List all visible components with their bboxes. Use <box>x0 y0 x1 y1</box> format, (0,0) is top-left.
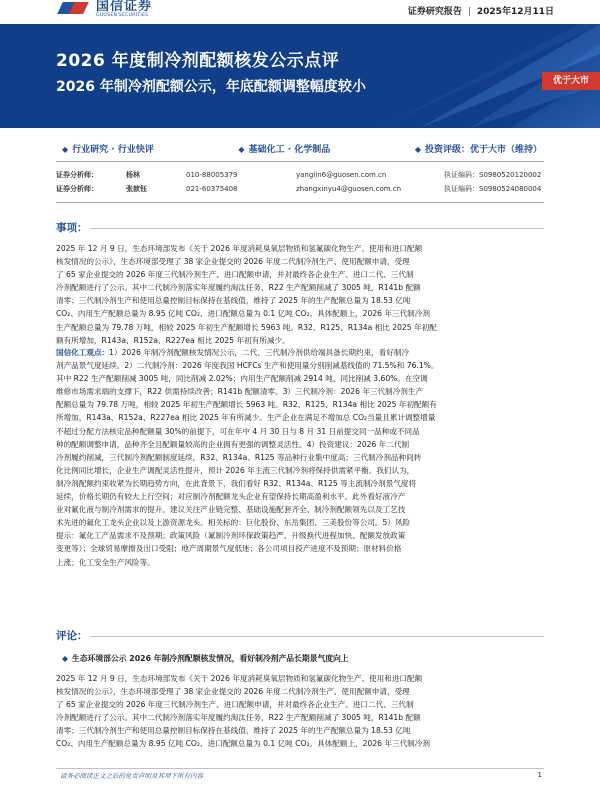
comment-heading: 评论： <box>56 630 88 642</box>
diamond-icon: ◆ <box>62 145 69 154</box>
analyst-name: 杨林 <box>126 171 140 179</box>
analyst-row <box>56 168 544 182</box>
text-line: 冷剂配额进行了公示。其中二代制冷剂落实年度履约淘汰任务，R22 生产配额削减了 3005 吨，R141b 配额 <box>56 713 421 723</box>
text-line: 延续，价格长期仍有较大上行空间；对应制冷剂配额龙头企业有望保持长期高盈利水平。此外看好液冷产 <box>56 492 406 502</box>
text-line: 冷剂配额进行了公示。其中二代制冷剂落实年度履约淘汰任务，R22 生产配额削减了 3005 吨，R141b 配额 <box>56 283 421 293</box>
analyst-email[interactable]: yanglin6@guosen.com.cn <box>296 171 387 179</box>
meta-sector: ◆ 基础化工 · 化学制品 <box>238 145 331 155</box>
diamond-icon: ◆ <box>62 654 68 663</box>
text-line: 了 65 家企业提交的 2026 年度三代制冷剂生产、进口配额申请，并对最终各企业生产、进口二代、三代制 <box>56 700 414 710</box>
analyst-cert: 执证编码：S0980520120002 <box>444 171 542 179</box>
text-line: 冷剂履约削减，三代制冷剂配额制度延续，R32、R134a、R125 等品种行业集中度高；三代制冷剂品种间转 <box>56 452 422 462</box>
diamond-icon: ◆ <box>238 145 245 154</box>
analyst-cert: 执证编码：S0980524080004 <box>444 185 542 193</box>
text-line: 2025 年 12 月 9 日，生态环境部发布《关于 2026 年度消耗臭氧层物质和氢氟碳化物生产、使用和进口配额 <box>56 674 423 683</box>
analyst-row <box>56 182 544 196</box>
analyst-role: 证券分析师： <box>56 185 98 193</box>
text-line: 其中 R22 生产配额削减 3005 吨，同比削减 2.02%；内用生产配额削减 2914 吨，同比削减 3.60%。在空调 <box>56 374 428 384</box>
analyst-phone: 010-88005379 <box>186 171 238 179</box>
analyst-phone: 021-60375408 <box>186 185 238 193</box>
text-line: 业对氟化液与制冷剂需求的提升。建议关注产业链完整、基础设施配套齐全、制冷剂配额领先以及工艺技 <box>56 505 406 515</box>
analyst-table <box>56 168 544 196</box>
report-title: 2026 年度制冷剂配额核发公示点评 <box>56 51 340 71</box>
view-paragraph <box>56 346 544 569</box>
page-header <box>0 0 600 26</box>
divider <box>56 202 544 203</box>
text-line: 种的配额调整申请，品种齐全且配额量较高的企业拥有更强的调整灵活性。4）投资建议：2026 年二代制 <box>56 439 410 449</box>
events-heading: 事项： <box>56 222 88 234</box>
report-date: 2025年12月11日 <box>476 7 554 17</box>
text-line: CO₂、内用生产配额总量为 8.95 亿吨 CO₂、进口配额总量为 0.1 亿吨 CO₂。具体配额上，2026 年三代制冷剂 <box>56 309 430 319</box>
meta-rating: ◆ 投资评级：优于大市（维持） <box>414 145 542 155</box>
view-lead: 国信化工观点： <box>56 348 110 357</box>
text-line: 化比例同比增长，企业生产调配灵活性提升，预计 2026 年主流三代制冷剂将保持供需紧平衡。我们认为， <box>56 465 415 475</box>
page-number: 1 <box>537 771 542 779</box>
report-type: 证券研究报告 <box>407 7 462 17</box>
text-line: 剂产品景气度延续。2）二代制冷剂：2026 年度我国 HCFCs 生产和使用量分别削减基线值的 71.5%和 76.1%。 <box>56 361 439 371</box>
logo-cn-text: 国信证券 <box>96 0 153 14</box>
comment-bullet: ◆ 生态环境部公示 2026 年制冷剂配额核发情况，看好制冷剂产品长期景气度向上 <box>62 654 349 663</box>
text-line: 2025 年 12 月 9 日，生态环境部发布《关于 2026 年度消耗臭氧层物质和氢氟碳化物生产、使用和进口配额 <box>56 244 423 253</box>
logo-en-text: GUOSEN SECURITIES <box>96 13 149 18</box>
text-line: 额有所增加，R143a、R152a、R227ea 相比 2025 年初有所减少。 <box>56 335 290 345</box>
text-line: 国信化工观点：1）2026 年制冷剂配额核发情况公示，二代、三代制冷剂供给端具备长期约束，看好制冷 <box>56 348 410 357</box>
analyst-name: 张歆钰 <box>126 185 147 193</box>
diamond-icon: ◆ <box>414 145 421 154</box>
title-banner <box>0 24 600 128</box>
text-line: 不超过分配方法核定品种配额量 30%的前提下，可在年中 4 月 30 日与 8 月 31 日前提交同一品种或不同品 <box>56 426 420 436</box>
text-line: 核发情况的公示》，生态环境部受理了 38 家企业提交的 2026 年度二代制冷剂生产、使用配额申请，受理 <box>56 687 410 697</box>
text-line: 所增加，R143a、R152a、R227ea 相比 2025 年有所减少。生产企业在满足不增加总 CO₂当量且累计调整增量 <box>56 413 436 423</box>
report-subtitle: 2026 年制冷剂配额公示，年底配额调整幅度较小 <box>56 79 366 95</box>
section-rule <box>90 636 544 637</box>
divider <box>56 161 544 162</box>
text-line: 清零；三代制冷剂生产和使用总量控制目标保持在基线值，维持了 2025 年的生产配额总量为 18.53 亿吨 <box>56 726 411 736</box>
disclaimer-note: 请务必阅读正文之后的免责声明及其项下所有内容 <box>60 772 203 780</box>
meta-industry: ◆ 行业研究 · 行业快评 <box>62 145 154 155</box>
report-meta-row <box>62 142 542 155</box>
text-line: 制冷剂配额约束收紧为长期趋势方向，在此背景下，我们看好 R32、R134a、R125 等主流制冷剂景气度将 <box>56 478 417 488</box>
comment-paragraph <box>56 672 544 751</box>
logo-mark-icon <box>58 2 92 16</box>
text-line: 术先进的氟化工龙头企业以及上游资源龙头。相关标的：巨化股份、东岳集团、三美股份等公司。5）风险 <box>56 518 411 528</box>
text-line: 清零；三代制冷剂生产和使用总量控制目标保持在基线值，维持了 2025 年的生产配额总量为 18.53 亿吨 <box>56 296 411 306</box>
text-line: 维修市场需求端的支撑下，R22 供需持续改善；R141b 配额清零。3）三代制冷剂：2026 年三代制冷剂生产 <box>56 387 424 397</box>
text-line: 生产配额总量为 79.78 万吨，相较 2025 年初生产配额增长 5963 吨。R32、R125、R134a 相比 2025 年初配 <box>56 322 437 332</box>
section-rule <box>90 228 544 229</box>
analyst-email[interactable]: zhangxinyu4@guosen.com.cn <box>296 185 402 193</box>
text-line: 变更等）；全球贸易摩擦及出口受阻；地产周期景气度低迷；各公司项目投产进度不及预期；原材料价格 <box>56 544 402 554</box>
rating-badge: 优于大市 <box>542 72 600 90</box>
text-line: 上涨；化工安全生产风险等。 <box>56 557 155 567</box>
text-line: 提示：氟化工产品需求不及预期；政策风险（氟制冷剂环保政策趋严、升级换代进程加快、配额发放政策 <box>56 531 406 541</box>
header-report-info: 证券研究报告 | 2025年12月11日 <box>407 7 554 17</box>
events-paragraph <box>56 242 544 347</box>
text-line: 了 65 家企业提交的 2026 年度三代制冷剂生产、进口配额申请，并对最终各企业生产、进口二代、三代制 <box>56 270 414 280</box>
text-line: CO₂、内用生产配额总量为 8.95 亿吨 CO₂、进口配额总量为 0.1 亿吨 CO₂。具体配额上，2026 年三代制冷剂 <box>56 739 430 749</box>
guosen-logo <box>58 0 152 19</box>
text-line: 核发情况的公示》，生态环境部受理了 38 家企业提交的 2026 年度二代制冷剂生产、使用配额申请，受理 <box>56 257 410 267</box>
analyst-role: 证券分析师： <box>56 171 98 179</box>
footer-rule <box>56 768 544 769</box>
text-line: 配额总量为 79.78 万吨，相较 2025 年初生产配额增长 5963 吨。R32、R125、R134a 相比 2025 年初配额有 <box>56 400 437 410</box>
